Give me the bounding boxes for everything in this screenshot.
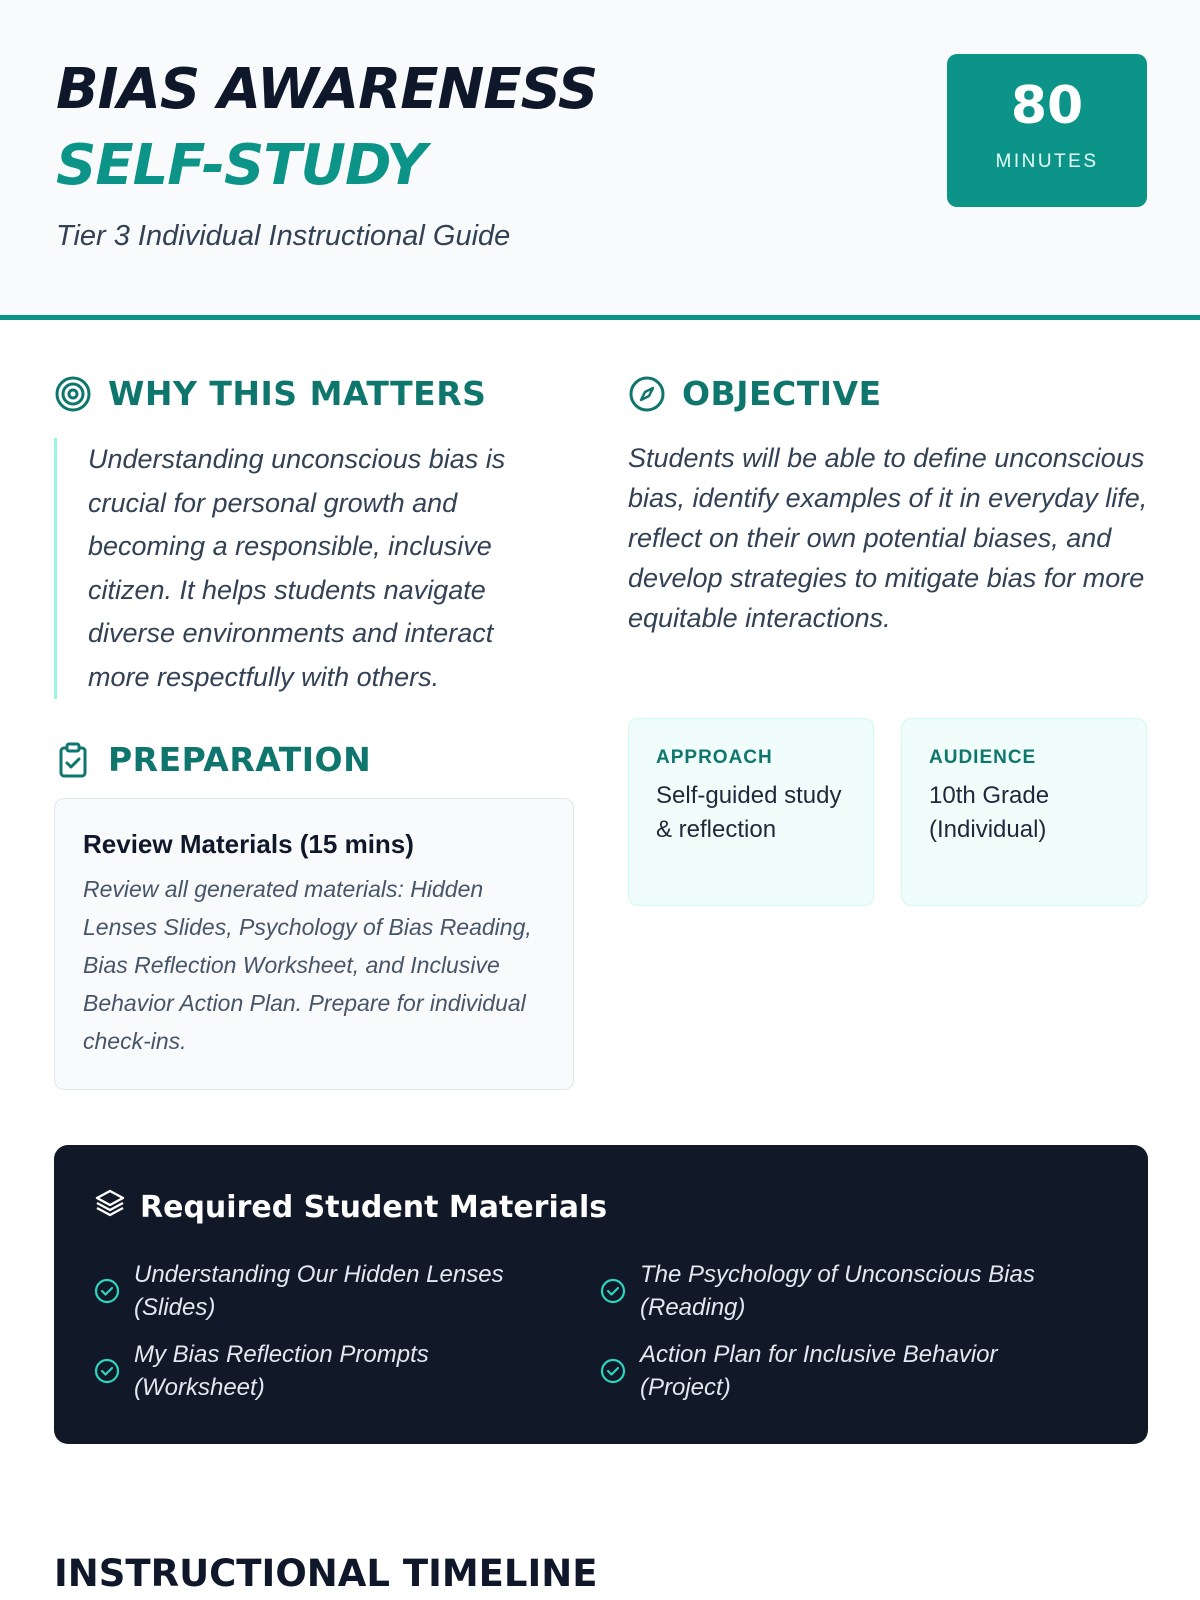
material-item [600,1258,1070,1324]
title-line-2: SELF-STUDY [56,133,426,198]
materials-heading-label: Required Student Materials [140,1189,608,1225]
check-circle-icon [600,1278,626,1304]
check-circle-icon [94,1278,120,1304]
audience-value: 10th Grade (Individual) [929,782,1050,843]
why-heading [54,374,486,413]
timeline-heading: INSTRUCTIONAL TIMELINE [54,1552,598,1595]
target-icon [54,375,92,413]
material-item-label: Understanding Our Hidden Lenses (Slides) [134,1261,504,1321]
title-line-1: BIAS AWARENESS [56,57,598,122]
page-header [0,0,1200,320]
page-title [56,52,597,204]
approach-value: Self-guided study & reflection [656,782,842,843]
duration-unit: MINUTES [995,151,1099,172]
material-item-label: My Bias Reflection Prompts (Worksheet) [134,1341,429,1401]
preparation-heading-label: PREPARATION [108,740,372,779]
material-item [94,1258,564,1324]
materials-panel [54,1145,1148,1444]
material-item [94,1338,564,1404]
approach-card [628,718,874,906]
check-circle-icon [94,1358,120,1384]
approach-label: APPROACH [656,747,773,768]
preparation-card [54,798,574,1090]
check-circle-icon [600,1358,626,1384]
audience-card [901,718,1147,906]
why-text: Understanding unconscious bias is crucial for personal growth and becoming a responsible, inclusive citizen. It helps students navigate diverse environments and interact more respectfully with others. [54,438,524,699]
duration-badge [947,54,1147,207]
material-item-label: Action Plan for Inclusive Behavior (Project) [640,1341,998,1401]
why-heading-label: WHY THIS MATTERS [108,374,487,413]
clipboard-check-icon [54,741,92,779]
material-item-label: The Psychology of Unconscious Bias (Reading) [640,1261,1035,1321]
audience-label: AUDIENCE [929,747,1037,768]
materials-heading [94,1187,607,1227]
duration-value: 80 [1010,76,1084,136]
preparation-card-title: Review Materials (15 mins) [83,829,414,859]
objective-heading-label: OBJECTIVE [682,374,882,413]
material-item [600,1338,1070,1404]
objective-text: Students will be able to define unconscious bias, identify examples of it in everyday life, reflect on their own potential biases, and develop strategies to mitigate bias for more equitable interactions. [628,443,1148,633]
objective-heading [628,374,882,413]
preparation-card-text: Review all generated materials: Hidden Lenses Slides, Psychology of Bias Reading, Bias Reflection Worksheet, and Inclusive Behavior Action Plan. Prepare for individual check-ins. [83,876,532,1054]
compass-icon [628,375,666,413]
page-subtitle: Tier 3 Individual Instructional Guide [56,220,511,252]
layers-icon [94,1187,126,1227]
preparation-heading [54,740,371,779]
